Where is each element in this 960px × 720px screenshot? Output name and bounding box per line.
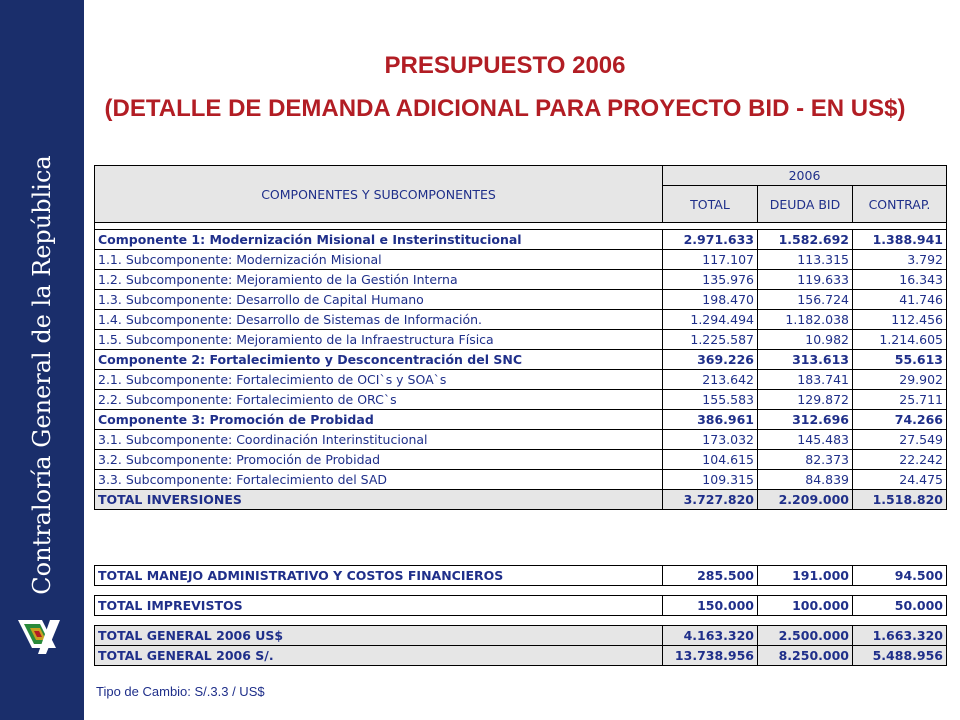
cell-contrap: 41.746 [853,290,947,310]
subcomponent-row [95,290,947,310]
page-title: PRESUPUESTO 2006 [384,52,626,79]
cell-deuda: 1.182.038 [758,310,853,330]
cell-total: 213.642 [663,370,758,390]
cell-label: 1.4. Subcomponente: Desarrollo de Sistemas de Información. [95,310,663,330]
cell-deuda: 10.982 [758,330,853,350]
cell-total: 1.225.587 [663,330,758,350]
cell-contrap: 3.792 [853,250,947,270]
spacer [95,223,947,230]
cell-label: 3.2. Subcomponente: Promoción de Probidad [95,450,663,470]
cell-contrap: 1.518.820 [853,490,947,510]
col-header-components: COMPONENTES Y SUBCOMPONENTES [95,166,663,223]
exchange-rate-note: Tipo de Cambio: S/.3.3 / US$ [96,684,265,699]
manejo-contrap: 94.500 [853,566,947,586]
cell-deuda: 183.741 [758,370,853,390]
cell-label: 3.3. Subcomponente: Fortalecimiento del SAD [95,470,663,490]
cell-total: 155.583 [663,390,758,410]
cell-contrap: 24.475 [853,470,947,490]
manejo-total: 285.500 [663,566,758,586]
cell-total: 117.107 [663,250,758,270]
cell-deuda: 313.613 [758,350,853,370]
cell-contrap: 25.711 [853,390,947,410]
org-logo-icon [16,612,62,658]
manejo-label: TOTAL MANEJO ADMINISTRATIVO Y COSTOS FINANCIEROS [95,566,663,586]
cell-total: 135.976 [663,270,758,290]
col-header-total: TOTAL [663,186,758,223]
cell-label: 1.2. Subcomponente: Mejoramiento de la Gestión Interna [95,270,663,290]
component-row [95,350,947,370]
cell-deuda: 82.373 [758,450,853,470]
general-sol-contrap: 5.488.956 [853,646,947,666]
cell-contrap: 112.456 [853,310,947,330]
page-subtitle: (DETALLE DE DEMANDA ADICIONAL PARA PROYECTO BID - EN US$) [104,95,906,122]
imprevistos-table [94,595,947,616]
budget-table [94,165,947,510]
subcomponent-row [95,310,947,330]
manejo-table [94,565,947,586]
cell-contrap: 55.613 [853,350,947,370]
col-header-year: 2006 [663,166,947,186]
cell-deuda: 113.315 [758,250,853,270]
col-header-contrap: CONTRAP. [853,186,947,223]
imprevistos-total: 150.000 [663,596,758,616]
cell-label: Componente 2: Fortalecimiento y Desconcentración del SNC [95,350,663,370]
general-sol-deuda: 8.250.000 [758,646,853,666]
cell-contrap: 1.388.941 [853,230,947,250]
manejo-deuda: 191.000 [758,566,853,586]
cell-contrap: 27.549 [853,430,947,450]
subcomponent-row [95,450,947,470]
general-usd-deuda: 2.500.000 [758,626,853,646]
subcomponent-row [95,390,947,410]
component-row [95,490,947,510]
cell-label: 1.5. Subcomponente: Mejoramiento de la Infraestructura Física [95,330,663,350]
cell-deuda: 156.724 [758,290,853,310]
general-sol-total: 13.738.956 [663,646,758,666]
cell-total: 2.971.633 [663,230,758,250]
col-header-deuda: DEUDA BID [758,186,853,223]
general-table [94,625,947,666]
cell-deuda: 312.696 [758,410,853,430]
cell-contrap: 29.902 [853,370,947,390]
cell-total: 1.294.494 [663,310,758,330]
imprevistos-deuda: 100.000 [758,596,853,616]
component-row [95,410,947,430]
cell-label: 2.2. Subcomponente: Fortalecimiento de ORC`s [95,390,663,410]
cell-deuda: 145.483 [758,430,853,450]
cell-total: 109.315 [663,470,758,490]
cell-total: 3.727.820 [663,490,758,510]
general-usd-label: TOTAL GENERAL 2006 US$ [95,626,663,646]
subcomponent-row [95,250,947,270]
cell-label: 3.1. Subcomponente: Coordinación Interinstitucional [95,430,663,450]
cell-deuda: 129.872 [758,390,853,410]
cell-label: 1.1. Subcomponente: Modernización Misional [95,250,663,270]
imprevistos-contrap: 50.000 [853,596,947,616]
subcomponent-row [95,370,947,390]
cell-label: Componente 1: Modernización Misional e Insterinstitucional [95,230,663,250]
subcomponent-row [95,270,947,290]
sidebar-band [0,0,84,720]
cell-label: TOTAL INVERSIONES [95,490,663,510]
subcomponent-row [95,330,947,350]
imprevistos-label: TOTAL IMPREVISTOS [95,596,663,616]
cell-deuda: 84.839 [758,470,853,490]
subcomponent-row [95,430,947,450]
cell-label: Componente 3: Promoción de Probidad [95,410,663,430]
cell-total: 369.226 [663,350,758,370]
cell-contrap: 22.242 [853,450,947,470]
cell-total: 386.961 [663,410,758,430]
cell-total: 198.470 [663,290,758,310]
cell-contrap: 16.343 [853,270,947,290]
cell-deuda: 1.582.692 [758,230,853,250]
cell-contrap: 1.214.605 [853,330,947,350]
general-sol-label: TOTAL GENERAL 2006 S/. [95,646,663,666]
cell-contrap: 74.266 [853,410,947,430]
general-usd-total: 4.163.320 [663,626,758,646]
cell-deuda: 2.209.000 [758,490,853,510]
cell-total: 104.615 [663,450,758,470]
subcomponent-row [95,470,947,490]
org-name: Contraloría General de la República [28,155,56,595]
component-row [95,230,947,250]
cell-label: 2.1. Subcomponente: Fortalecimiento de OCI`s y SOA`s [95,370,663,390]
general-usd-contrap: 1.663.320 [853,626,947,646]
cell-label: 1.3. Subcomponente: Desarrollo de Capital Humano [95,290,663,310]
cell-deuda: 119.633 [758,270,853,290]
cell-total: 173.032 [663,430,758,450]
